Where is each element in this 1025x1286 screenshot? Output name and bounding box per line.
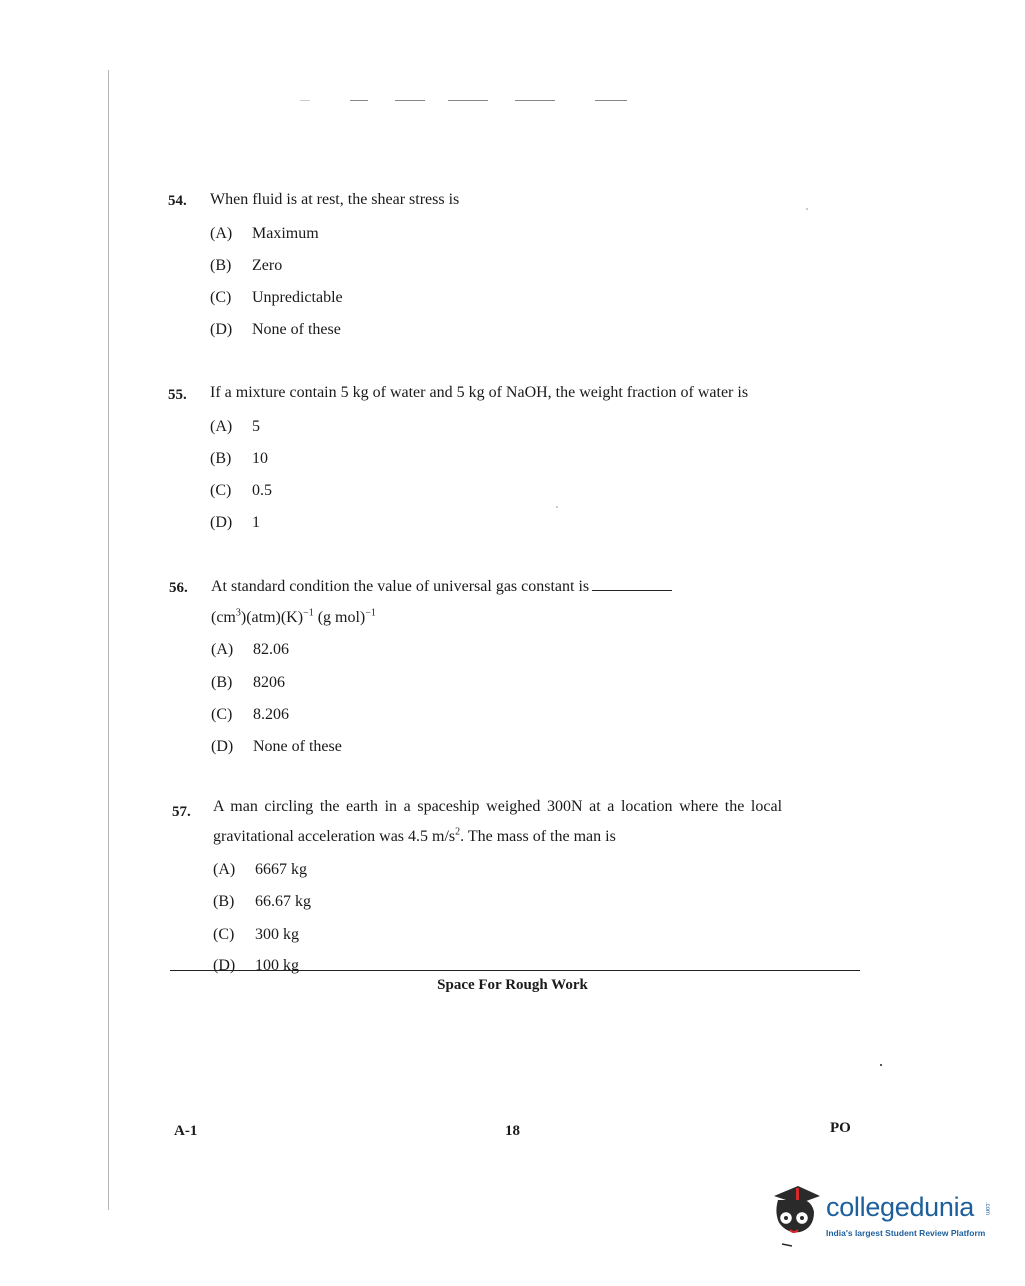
- option-label: (C): [213, 926, 235, 943]
- header-rule: [300, 100, 310, 101]
- question-text: If a mixture contain 5 kg of water and 5 kg of NaOH, the weight fraction of water is: [210, 384, 749, 401]
- option-text: 300 kg: [255, 926, 299, 943]
- unit-exponent: 3: [235, 607, 241, 619]
- option-text: Zero: [252, 257, 283, 274]
- option-b: [213, 892, 311, 912]
- option-label: (B): [213, 893, 235, 910]
- line2-text: gravitational acceleration was 4.5 m/s: [213, 828, 456, 845]
- unit-text: )(atm)(K): [240, 609, 304, 626]
- option-a: [211, 640, 289, 660]
- option-label: (D): [210, 514, 233, 531]
- unit-exponent: −1: [365, 607, 376, 619]
- option-label: (A): [211, 641, 234, 658]
- logo-tagline: India's largest Student Review Platform: [826, 1228, 986, 1238]
- option-label: (B): [210, 450, 232, 467]
- option-d: [210, 513, 260, 533]
- header-rule: [595, 100, 627, 101]
- header-rule: [515, 100, 555, 101]
- option-d: [211, 737, 342, 757]
- question-text: When fluid is at rest, the shear stress is: [210, 191, 460, 208]
- option-text: 100 kg: [255, 957, 299, 974]
- question-number: 55.: [168, 387, 187, 403]
- collegedunia-logo[interactable]: [768, 1180, 998, 1250]
- logo-dotcom: .com: [984, 1202, 990, 1216]
- option-text: 8.206: [253, 706, 289, 723]
- option-text: None of these: [252, 321, 341, 338]
- option-label: (C): [210, 289, 232, 306]
- option-label: (B): [211, 674, 233, 691]
- line2-text: . The mass of the man is: [460, 828, 616, 845]
- option-text: Unpredictable: [252, 289, 343, 306]
- question-text-line1: A man circling the earth in a spaceship weighed 300N at a location where the local: [213, 798, 783, 815]
- option-text: 0.5: [252, 482, 272, 499]
- option-label: (C): [211, 706, 233, 723]
- unit-text: (cm: [211, 609, 236, 626]
- option-a: [210, 224, 319, 244]
- unit-exponent: −1: [303, 607, 314, 619]
- option-text: 82.06: [253, 641, 289, 658]
- unit-text: (g mol): [313, 609, 366, 626]
- header-rule: [395, 100, 425, 101]
- scan-speck: [556, 506, 558, 508]
- question-text-main: At standard condition the value of universal gas constant is: [211, 578, 590, 595]
- option-text: 8206: [253, 674, 285, 691]
- option-c: [210, 481, 272, 501]
- option-a: [213, 860, 307, 880]
- question-units: [211, 608, 376, 628]
- option-text: 66.67 kg: [255, 893, 311, 910]
- option-label: (A): [210, 225, 233, 242]
- option-a: [210, 417, 260, 437]
- option-text: Maximum: [252, 225, 319, 242]
- option-text: None of these: [253, 738, 342, 755]
- option-b: [210, 256, 282, 276]
- option-label: (D): [211, 738, 234, 755]
- header-rule: [448, 100, 488, 101]
- page-number: 18: [505, 1123, 520, 1139]
- footer-set: PO: [830, 1120, 851, 1136]
- rough-work-label: Space For Rough Work: [437, 977, 588, 993]
- header-rule: [350, 100, 368, 101]
- option-d: [213, 956, 299, 976]
- line2-exponent: 2: [455, 826, 461, 838]
- option-label: (A): [210, 418, 233, 435]
- option-label: (D): [213, 957, 236, 974]
- logo-wordmark: collegedunia: [826, 1192, 975, 1222]
- option-label: (D): [210, 321, 233, 338]
- option-b: [211, 673, 285, 693]
- mascot-icon: [768, 1180, 826, 1250]
- option-text: 10: [252, 450, 268, 467]
- scan-speck: [806, 208, 808, 210]
- option-b: [210, 449, 268, 469]
- scan-speck: [880, 1064, 882, 1066]
- option-c: [210, 288, 343, 308]
- option-text: 6667 kg: [255, 861, 307, 878]
- option-text: 5: [252, 418, 260, 435]
- option-text: 1: [252, 514, 260, 531]
- option-label: (C): [210, 482, 232, 499]
- question-text: [211, 576, 672, 597]
- option-label: (B): [210, 257, 232, 274]
- option-label: (A): [213, 861, 236, 878]
- question-number: 57.: [172, 804, 191, 820]
- binding-line: [108, 70, 109, 1210]
- rough-work-divider: [170, 970, 860, 971]
- option-c: [213, 925, 299, 945]
- option-d: [210, 320, 341, 340]
- question-text-line2: [213, 827, 616, 847]
- question-number: 54.: [168, 193, 187, 209]
- answer-blank: [592, 576, 672, 591]
- question-number: 56.: [169, 580, 188, 596]
- footer-code: A-1: [174, 1123, 198, 1139]
- option-c: [211, 705, 289, 725]
